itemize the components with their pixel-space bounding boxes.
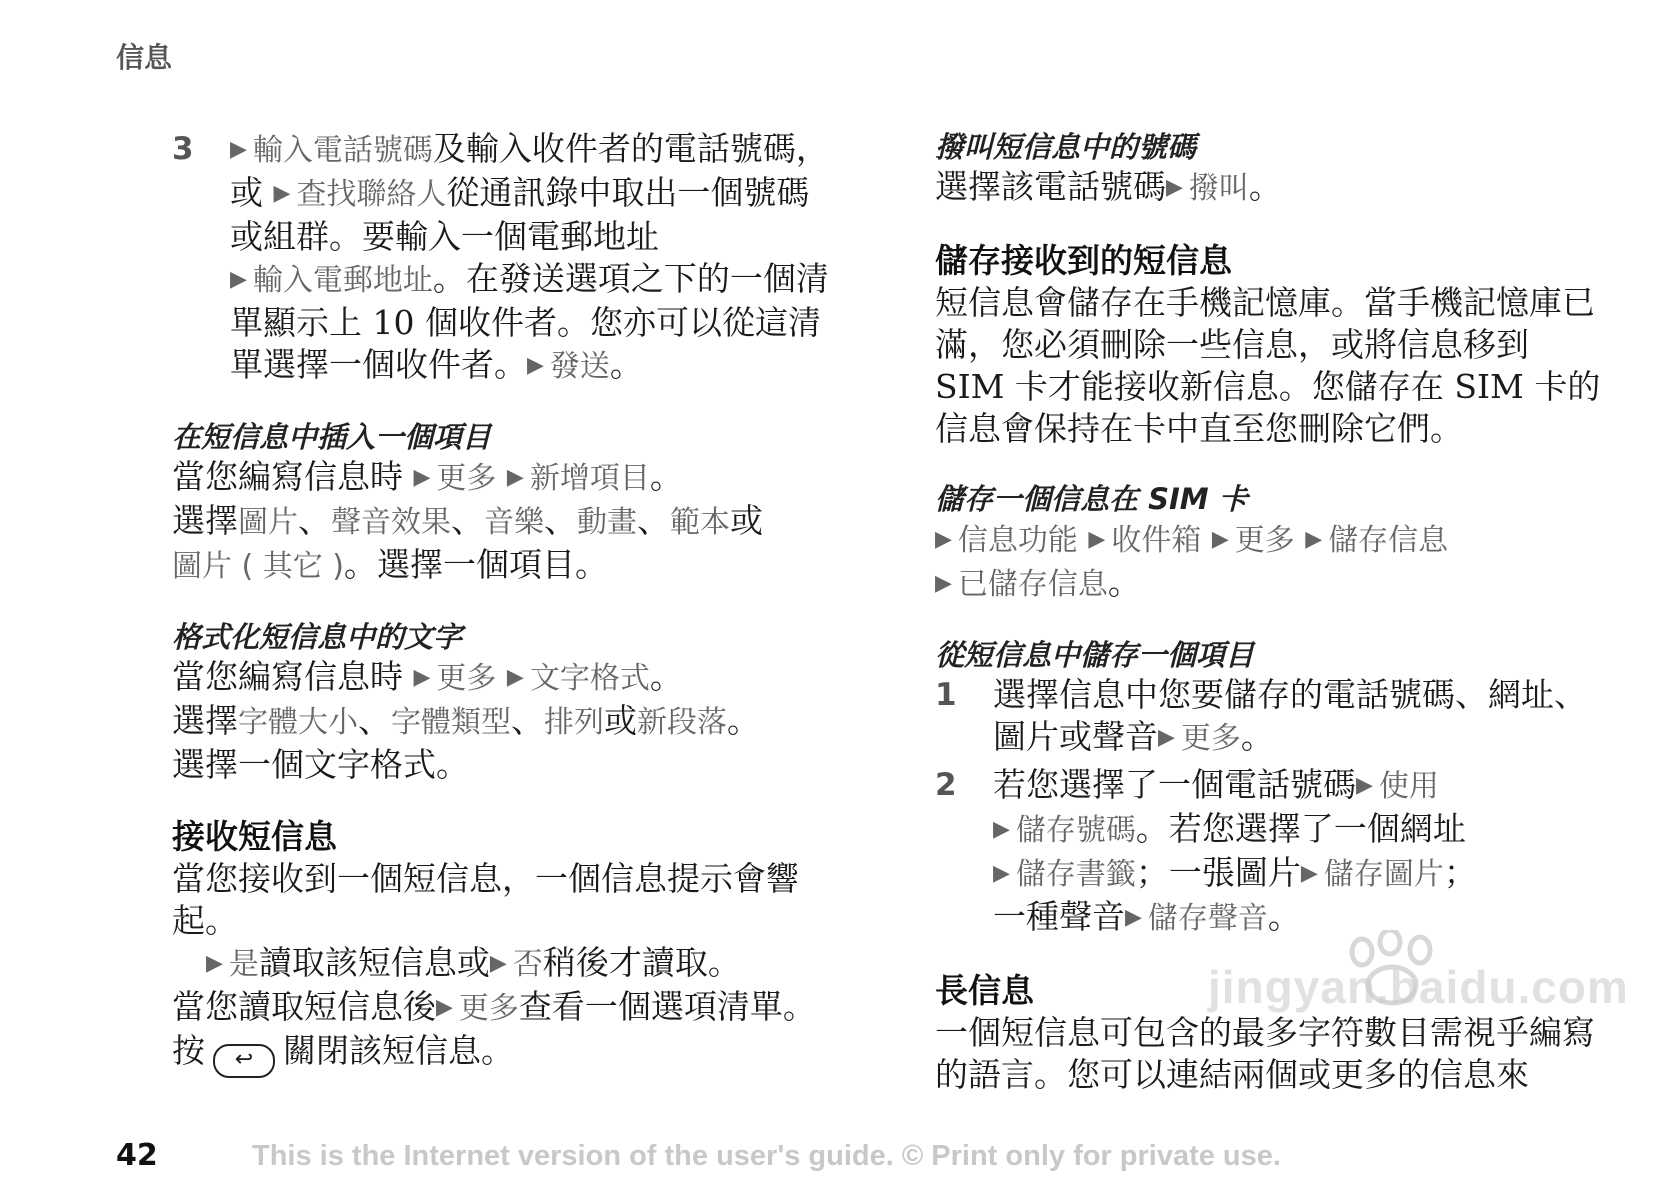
body-text: 。 — [727, 701, 760, 740]
body-text: 或 — [604, 701, 637, 740]
menu-arrow-icon: ▶ — [527, 353, 544, 378]
step-number: 3 — [172, 131, 194, 167]
menu-item: 更多 — [436, 461, 497, 496]
separator: 、 — [511, 701, 544, 740]
body-text: 。在發送選項之下的一個清單顯示上 10 個收件者。您亦可以從這清單選擇一個收件者。 — [230, 259, 829, 384]
menu-arrow-icon: ▶ — [230, 137, 247, 162]
menu-item: 排列 — [544, 705, 604, 740]
menu-item: 更多 — [1234, 523, 1295, 558]
menu-item: 儲存聲音 — [1147, 901, 1268, 936]
page-number: 42 — [116, 1138, 158, 1173]
section-format-text — [172, 618, 842, 786]
menu-item: 已儲存信息 — [957, 567, 1108, 602]
body-text: 選擇 — [172, 701, 238, 740]
menu-item: 範本 — [670, 505, 730, 540]
body-text: 一個短信息可包含的最多字符數目需視乎編寫的語言。您可以連結兩個或更多的信息來 — [935, 1013, 1595, 1094]
section-heading: 儲存接收到的短信息 — [935, 241, 1232, 280]
menu-item: 是 — [228, 947, 259, 982]
menu-item: 字體類型 — [391, 705, 511, 740]
section-insert-item — [172, 418, 842, 588]
menu-item: 音樂 — [484, 505, 544, 540]
body-text: 。 — [1267, 897, 1301, 936]
step-3 — [172, 128, 842, 388]
menu-item: 圖片 — [238, 505, 298, 540]
body-text: 。 — [609, 345, 643, 384]
page-header-title: 信息 — [116, 41, 173, 74]
menu-item: 儲存書籤 — [1015, 857, 1136, 892]
separator: 、 — [637, 501, 670, 540]
menu-arrow-icon: ▶ — [1211, 527, 1229, 552]
body-text: 或 — [730, 501, 763, 540]
section-save-sim — [935, 480, 1605, 606]
step-number: 2 — [935, 767, 957, 803]
menu-arrow-icon: ▶ — [935, 527, 952, 552]
body-text: 一種聲音 — [993, 897, 1125, 936]
body-text: 及輸入收件者的電話號碼，或 — [230, 129, 829, 212]
section-receive — [172, 816, 842, 1078]
body-text: 。若您選擇了一個網址 — [1135, 809, 1466, 848]
menu-item: 撥叫 — [1188, 171, 1249, 206]
watermark-text: jingyan.baidu.com — [1208, 961, 1629, 1013]
body-text: 。 — [1240, 717, 1274, 756]
section-save-received — [935, 240, 1605, 450]
right-column — [935, 128, 1605, 1096]
separator: 、 — [298, 501, 331, 540]
menu-arrow-icon: ▶ — [413, 465, 431, 490]
body-text: 。 — [1107, 563, 1141, 602]
body-text: 讀取該短信息或 — [258, 943, 490, 982]
footer-note: This is the Internet version of the user's guide. © Print only for private use. — [252, 1140, 1281, 1172]
menu-item: 圖片 ( 其它 ) — [172, 549, 345, 584]
body-text: 稍後才讀取。 — [542, 943, 741, 982]
body-text: 選擇該電話號碼 — [935, 167, 1166, 206]
body-text: 當您接收到一個短信息，一個信息提示會響起。 — [172, 859, 799, 940]
menu-item: 發送 — [549, 349, 610, 384]
menu-arrow-icon: ▶ — [206, 951, 223, 976]
body-text: 。 — [1248, 167, 1282, 206]
step-1 — [935, 674, 1605, 760]
body-text: 當您讀取短信息後 — [172, 987, 436, 1026]
menu-arrow-icon: ▶ — [1125, 905, 1142, 930]
section-heading: 接收短信息 — [172, 817, 337, 856]
body-text: 選擇一個文字格式。 — [172, 745, 469, 784]
left-column — [172, 128, 842, 1078]
menu-arrow-icon: ▶ — [935, 571, 952, 596]
menu-item: 文字格式 — [529, 661, 650, 696]
menu-arrow-icon: ▶ — [413, 665, 431, 690]
back-key-icon: ↩ — [213, 1044, 275, 1078]
menu-item: 查找聯絡人 — [296, 177, 447, 212]
section-heading: 長信息 — [935, 971, 1034, 1010]
menu-arrow-icon: ▶ — [993, 861, 1010, 886]
separator: 、 — [544, 501, 577, 540]
menu-item: 更多 — [436, 661, 497, 696]
menu-item: 儲存信息 — [1328, 523, 1449, 558]
body-text: 若您選擇了一個電話號碼 — [993, 765, 1356, 804]
menu-item: 信息功能 — [957, 523, 1078, 558]
menu-item: 輸入電郵地址 — [252, 263, 433, 298]
menu-item: 更多 — [1180, 721, 1241, 756]
body-text: 。 — [649, 457, 683, 496]
menu-item: 使用 — [1378, 769, 1439, 804]
body-text: 。 — [649, 657, 683, 696]
body-text: 短信息會儲存在手機記憶庫。當手機記憶庫已滿，您必須刪除一些信息，或將信息移到 SIM 卡才能接收新信息。您儲存在 SIM 卡的信息會保持在卡中直至您刪除它們。 — [935, 283, 1601, 448]
menu-arrow-icon: ▶ — [506, 665, 524, 690]
menu-item: 動畫 — [577, 505, 637, 540]
body-text: 關閉該短信息。 — [283, 1031, 514, 1070]
menu-arrow-icon: ▶ — [1356, 773, 1373, 798]
menu-item: 儲存圖片 — [1323, 857, 1444, 892]
body-text: 查看一個選項清單。按 — [172, 987, 816, 1070]
menu-arrow-icon: ▶ — [230, 267, 247, 292]
menu-arrow-icon: ▶ — [1300, 861, 1318, 886]
menu-arrow-icon: ▶ — [273, 181, 291, 206]
menu-item: 更多 — [458, 991, 519, 1026]
menu-arrow-icon: ▶ — [1166, 175, 1183, 200]
section-call-number — [935, 128, 1605, 210]
menu-item: 聲音效果 — [331, 505, 451, 540]
separator: 、 — [358, 701, 391, 740]
menu-item: 儲存號碼 — [1015, 813, 1136, 848]
step-2 — [935, 764, 1605, 940]
menu-item: 字體大小 — [238, 705, 358, 740]
body-text: ； — [1443, 853, 1477, 892]
section-heading: 儲存一個信息在 SIM 卡 — [935, 482, 1248, 516]
menu-arrow-icon: ▶ — [1158, 725, 1175, 750]
menu-arrow-icon: ▶ — [1088, 527, 1106, 552]
body-text: ；一張圖片 — [1135, 853, 1301, 892]
body-text: 從通訊錄中取出一個號碼或組群。要輸入一個電郵地址 — [230, 173, 810, 256]
menu-item: 輸入電話號碼 — [252, 133, 433, 168]
menu-item: 新段落 — [637, 705, 727, 740]
menu-item: 新增項目 — [529, 461, 650, 496]
section-heading: 在短信息中插入一個項目 — [172, 420, 492, 454]
section-save-item — [935, 636, 1605, 940]
body-text: 當您編寫信息時 — [172, 457, 403, 496]
menu-arrow-icon: ▶ — [436, 995, 453, 1020]
body-text: 選擇 — [172, 501, 238, 540]
menu-item: 否 — [512, 947, 543, 982]
body-text: 當您編寫信息時 — [172, 657, 403, 696]
section-heading: 格式化短信息中的文字 — [172, 620, 463, 654]
section-heading: 從短信息中儲存一個項目 — [935, 638, 1255, 672]
body-text: 。選擇一個項目。 — [344, 545, 609, 584]
menu-arrow-icon: ▶ — [506, 465, 524, 490]
menu-item: 收件箱 — [1111, 523, 1202, 558]
menu-arrow-icon: ▶ — [489, 951, 507, 976]
step-number: 1 — [935, 677, 957, 713]
section-heading: 撥叫短信息中的號碼 — [935, 130, 1197, 164]
body-text: 選擇信息中您要儲存的電話號碼、網址、圖片或聲音 — [993, 675, 1587, 756]
menu-arrow-icon: ▶ — [1305, 527, 1323, 552]
separator: 、 — [451, 501, 484, 540]
menu-arrow-icon: ▶ — [993, 817, 1010, 842]
